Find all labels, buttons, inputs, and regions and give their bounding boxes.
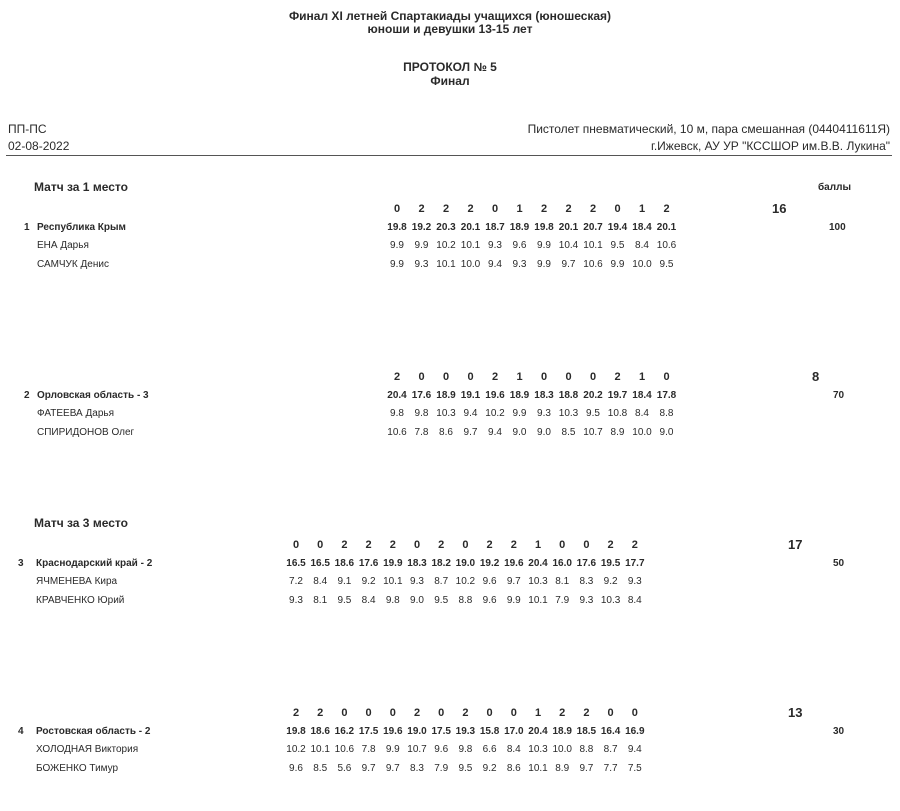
team-series-score: 20.1 [460,222,481,233]
series-point: 0 [341,707,348,719]
athlete-series-score: 9.3 [627,576,642,587]
team-series-score: 17.5 [431,726,451,737]
athlete-series-score: 9.6 [289,763,303,774]
team-series-score: 19.3 [455,726,476,737]
series-point: 0 [486,707,493,719]
athlete-series-score: 9.9 [506,595,521,606]
athlete-series-score: 9.8 [385,595,400,606]
athlete-series-score: 9.7 [463,427,478,438]
athlete-series-score: 10.1 [583,240,603,251]
series-point: 2 [663,203,670,215]
discipline-code: ПП-ПС [8,122,47,136]
athlete-series-score: 8.1 [555,576,570,587]
series-point: 0 [438,707,445,719]
series-points-row [0,707,900,721]
series-point: 2 [389,539,396,551]
match-total: 16 [772,201,787,216]
athlete-series-score: 7.8 [414,427,429,438]
series-point: 2 [438,539,445,551]
athlete-series-score: 9.5 [434,595,449,606]
series-point: 1 [516,203,523,215]
series-point: 2 [292,707,300,719]
match-1-title: Матч за 1 место [34,180,128,194]
athlete-series-score: 10.0 [632,259,652,270]
series-point: 0 [510,707,517,719]
athlete-name: БОЖЕНКО Тимур [36,763,119,774]
athlete-series-score: 9.8 [414,408,429,419]
team-series-score: 17.6 [411,390,432,401]
series-point: 0 [491,203,499,215]
team-name: Ростовская область - 2 [36,726,151,737]
athlete-series-score: 8.4 [635,408,649,419]
team-points: 50 [833,558,845,569]
series-point: 0 [462,539,469,551]
athlete-series-score: 9.5 [586,408,600,419]
series-point: 0 [389,707,396,719]
athlete-series-score: 8.9 [610,427,625,438]
athlete-scores-row [0,576,900,590]
team-series-score: 19.4 [607,222,628,233]
team-series-score: 19.0 [455,558,476,569]
athlete-series-score: 10.6 [583,259,603,270]
series-point: 0 [292,539,300,551]
athlete-series-score: 10.8 [607,408,628,419]
athlete-series-score: 7.9 [555,595,570,606]
team-series-score: 20.3 [436,222,456,233]
athlete-series-score: 9.3 [579,595,594,606]
team-rank: 4 [18,726,24,737]
athlete-series-score: 9.3 [537,408,551,419]
series-point: 2 [418,203,425,215]
series-point: 2 [631,539,638,551]
athlete-series-score: 9.2 [361,576,376,587]
team-points: 70 [833,390,845,401]
team-series-score: 19.2 [411,222,432,233]
series-point: 0 [540,371,548,383]
athlete-series-score: 10.2 [485,408,505,419]
team-scores-row [0,222,900,236]
event-title: Финал XI летней Спартакиады учащихся (юношеская) [288,9,612,23]
athlete-series-score: 8.7 [434,576,449,587]
athlete-series-score: 9.3 [410,576,424,587]
series-point: 2 [559,707,566,719]
athlete-series-score: 9.9 [512,408,527,419]
team-series-score: 19.5 [600,558,621,569]
athlete-series-score: 10.2 [436,240,456,251]
athlete-name: ФАТЕЕВА Дарья [37,408,115,419]
athlete-scores-row [0,595,900,609]
athlete-series-score: 10.3 [600,595,621,606]
athlete-series-score: 8.1 [313,595,328,606]
team-series-score: 17.6 [576,558,597,569]
athlete-series-score: 9.9 [390,240,404,251]
team-series-score: 18.9 [436,390,456,401]
series-points-row [0,371,900,385]
athlete-series-score: 8.3 [579,576,594,587]
team-name: Республика Крым [37,222,126,233]
athlete-series-score: 9.8 [390,408,404,419]
athlete-series-score: 9.4 [463,408,478,419]
athlete-series-score: 10.3 [528,744,548,755]
athlete-series-score: 9.9 [414,240,429,251]
athlete-series-score: 9.5 [337,595,352,606]
team-series-score: 18.6 [310,726,330,737]
series-point: 2 [413,707,421,719]
athlete-series-score: 9.8 [458,744,473,755]
team-series-score: 16.4 [600,726,621,737]
athlete-series-score: 9.7 [385,763,400,774]
athlete-series-score: 10.2 [455,576,476,587]
athlete-series-score: 9.4 [488,427,502,438]
athlete-series-score: 8.5 [313,763,328,774]
athlete-series-score: 8.9 [555,763,570,774]
team-points: 100 [829,222,846,233]
athlete-series-score: 7.9 [434,763,449,774]
team-series-score: 19.2 [479,558,500,569]
series-point: 2 [486,539,493,551]
athlete-series-score: 8.8 [458,595,473,606]
team-series-score: 19.8 [387,222,407,233]
athlete-name: ЯЧМЕНЕВА Кира [36,576,118,587]
athlete-series-score: 9.0 [659,427,674,438]
event-date: 02-08-2022 [8,139,70,153]
athlete-series-score: 10.1 [310,744,330,755]
athlete-series-score: 10.7 [583,427,603,438]
header-divider [6,155,892,156]
team-series-score: 18.9 [509,222,530,233]
team-series-score: 16.9 [625,726,645,737]
athlete-series-score: 10.6 [387,427,407,438]
series-points-row [0,203,900,217]
athlete-series-score: 9.9 [537,259,551,270]
athlete-series-score: 7.7 [603,763,618,774]
team-series-score: 20.2 [583,390,603,401]
athlete-series-score: 10.0 [552,744,572,755]
series-point: 2 [462,707,469,719]
athlete-name: КРАВЧЕНКО Юрий [36,595,125,606]
series-point: 0 [467,371,474,383]
team-series-score: 17.5 [358,726,379,737]
athlete-name: ЕНА Дарья [37,240,89,251]
athlete-series-score: 10.2 [286,744,306,755]
athlete-series-score: 9.0 [410,595,424,606]
athlete-series-score: 9.4 [488,259,502,270]
athlete-series-score: 9.5 [659,259,674,270]
series-point: 0 [418,371,425,383]
series-point: 0 [365,707,372,719]
series-point: 2 [467,203,474,215]
athlete-series-score: 9.0 [537,427,551,438]
athlete-series-score: 9.6 [482,576,497,587]
team-series-score: 20.4 [528,726,548,737]
team-series-score: 19.8 [534,222,554,233]
athlete-scores-row [0,744,900,758]
match-total: 8 [812,369,820,384]
athlete-series-score: 10.3 [528,576,548,587]
athlete-name: САМЧУК Денис [37,259,109,270]
athlete-series-score: 9.4 [627,744,642,755]
team-series-score: 15.8 [479,726,500,737]
athlete-series-score: 8.4 [627,595,642,606]
series-point: 0 [631,707,638,719]
team-series-score: 19.7 [607,390,628,401]
series-point: 2 [614,371,621,383]
team-points: 30 [833,726,845,737]
series-point: 1 [516,371,523,383]
athlete-scores-row [0,240,900,254]
athlete-name: ХОЛОДНАЯ Виктория [36,744,139,755]
athlete-series-score: 8.6 [439,427,453,438]
series-point: 2 [583,707,590,719]
protocol-title: ПРОТОКОЛ № 5 [403,60,497,74]
athlete-series-score: 7.2 [289,576,303,587]
athlete-series-score: 9.7 [561,259,576,270]
athlete-series-score: 10.7 [407,744,427,755]
athlete-series-score: 8.4 [361,595,376,606]
athlete-series-score: 10.0 [460,259,481,270]
athlete-series-score: 8.3 [410,763,424,774]
series-point: 0 [317,539,324,551]
athlete-name: СПИРИДОНОВ Олег [37,427,135,438]
athlete-series-score: 7.8 [361,744,376,755]
match-total: 17 [788,537,803,552]
athlete-series-score: 8.4 [313,576,328,587]
series-point: 1 [534,707,542,719]
team-rank: 2 [24,390,30,401]
athlete-series-score: 10.1 [383,576,403,587]
athlete-series-score: 5.6 [337,763,352,774]
athlete-series-score: 8.8 [579,744,594,755]
series-points-row [0,539,900,553]
team-series-score: 16.0 [552,558,572,569]
athlete-series-score: 9.0 [512,427,527,438]
series-point: 2 [491,371,499,383]
team-series-score: 18.2 [431,558,451,569]
series-point: 2 [565,203,572,215]
match-2-title: Матч за 3 место [34,516,128,530]
athlete-series-score: 8.7 [603,744,618,755]
series-point: 2 [393,371,401,383]
match-total: 13 [788,705,803,720]
stage-title: Финал [430,74,470,88]
athlete-series-score: 10.0 [632,427,652,438]
series-point: 0 [589,371,597,383]
series-point: 2 [510,539,517,551]
team-series-score: 18.4 [632,390,652,401]
series-point: 2 [607,539,614,551]
athlete-series-score: 9.1 [337,576,352,587]
athlete-series-score: 9.3 [512,259,527,270]
athlete-series-score: 9.9 [390,259,404,270]
points-column-label: баллы [818,182,851,193]
athlete-scores-row [0,408,900,422]
athlete-series-score: 7.5 [627,763,642,774]
team-scores-row [0,390,900,404]
athlete-series-score: 9.6 [482,595,497,606]
athlete-series-score: 9.5 [610,240,625,251]
team-series-score: 18.8 [558,390,579,401]
athlete-series-score: 10.3 [558,408,579,419]
team-series-score: 16.2 [334,726,355,737]
team-series-score: 17.8 [656,390,677,401]
event-subtitle: юноши и девушки 13-15 лет [367,22,533,36]
athlete-series-score: 10.1 [460,240,481,251]
athlete-series-score: 8.4 [635,240,649,251]
series-point: 0 [413,539,421,551]
team-series-score: 18.9 [552,726,572,737]
athlete-series-score: 8.6 [506,763,521,774]
team-series-score: 18.7 [485,222,505,233]
team-scores-row [0,558,900,572]
series-point: 0 [565,371,572,383]
athlete-series-score: 9.6 [512,240,527,251]
team-series-score: 19.6 [485,390,505,401]
athlete-series-score: 9.7 [361,763,376,774]
series-point: 2 [317,707,324,719]
athlete-series-score: 9.9 [385,744,400,755]
athlete-series-score: 10.1 [436,259,456,270]
team-series-score: 20.1 [656,222,677,233]
event-venue: г.Ижевск, АУ УР "КССШОР им.В.В. Лукина" [650,139,890,153]
athlete-series-score: 9.5 [458,763,473,774]
series-point: 0 [663,371,670,383]
team-series-score: 17.0 [504,726,524,737]
athlete-series-score: 9.2 [482,763,497,774]
athlete-series-score: 9.7 [506,576,521,587]
team-series-score: 16.5 [310,558,330,569]
series-point: 0 [393,203,401,215]
athlete-series-score: 10.1 [528,763,548,774]
series-point: 2 [540,203,548,215]
athlete-series-score: 8.4 [506,744,521,755]
team-series-score: 19.8 [286,726,306,737]
series-point: 1 [638,203,646,215]
team-scores-row [0,726,900,740]
team-series-score: 18.6 [334,558,355,569]
team-series-score: 19.6 [504,558,524,569]
series-point: 0 [559,539,566,551]
athlete-series-score: 9.3 [488,240,502,251]
athlete-series-score: 9.9 [610,259,625,270]
athlete-series-score: 8.5 [561,427,576,438]
team-series-score: 18.9 [509,390,530,401]
team-series-score: 19.0 [407,726,427,737]
team-series-score: 18.5 [576,726,597,737]
team-series-score: 17.6 [358,558,379,569]
athlete-series-score: 10.3 [436,408,456,419]
athlete-series-score: 10.6 [334,744,355,755]
athlete-scores-row [0,259,900,273]
athlete-series-score: 9.3 [289,595,303,606]
team-series-score: 20.4 [528,558,548,569]
team-series-score: 20.7 [583,222,603,233]
team-name: Орловская область - 3 [37,390,149,401]
athlete-series-score: 9.3 [414,259,429,270]
team-series-score: 19.9 [383,558,403,569]
athlete-series-score: 9.7 [579,763,594,774]
athlete-series-score: 8.8 [659,408,674,419]
team-series-score: 20.4 [387,390,407,401]
series-point: 0 [607,707,614,719]
team-series-score: 17.7 [625,558,645,569]
team-name: Краснодарский край - 2 [36,558,153,569]
athlete-series-score: 9.2 [603,576,618,587]
event-name: Пистолет пневматический, 10 м, пара смешанная (0440411611Я) [527,122,890,136]
athlete-scores-row [0,427,900,441]
team-series-score: 20.1 [558,222,579,233]
athlete-series-score: 9.6 [434,744,449,755]
series-point: 0 [614,203,621,215]
team-series-score: 18.4 [632,222,652,233]
series-point: 0 [442,371,450,383]
athlete-series-score: 9.9 [537,240,551,251]
series-point: 2 [341,539,348,551]
series-point: 1 [534,539,542,551]
team-series-score: 18.3 [407,558,427,569]
series-point: 2 [442,203,450,215]
series-point: 0 [583,539,590,551]
series-point: 1 [638,371,646,383]
team-rank: 1 [24,222,30,233]
series-point: 2 [365,539,372,551]
athlete-series-score: 10.4 [558,240,579,251]
team-series-score: 16.5 [286,558,306,569]
team-series-score: 18.3 [534,390,554,401]
athlete-scores-row [0,763,900,777]
team-series-score: 19.1 [460,390,481,401]
athlete-series-score: 10.1 [528,595,548,606]
athlete-series-score: 6.6 [482,744,497,755]
series-point: 2 [589,203,597,215]
team-series-score: 19.6 [383,726,403,737]
athlete-series-score: 10.6 [656,240,677,251]
team-rank: 3 [18,558,24,569]
